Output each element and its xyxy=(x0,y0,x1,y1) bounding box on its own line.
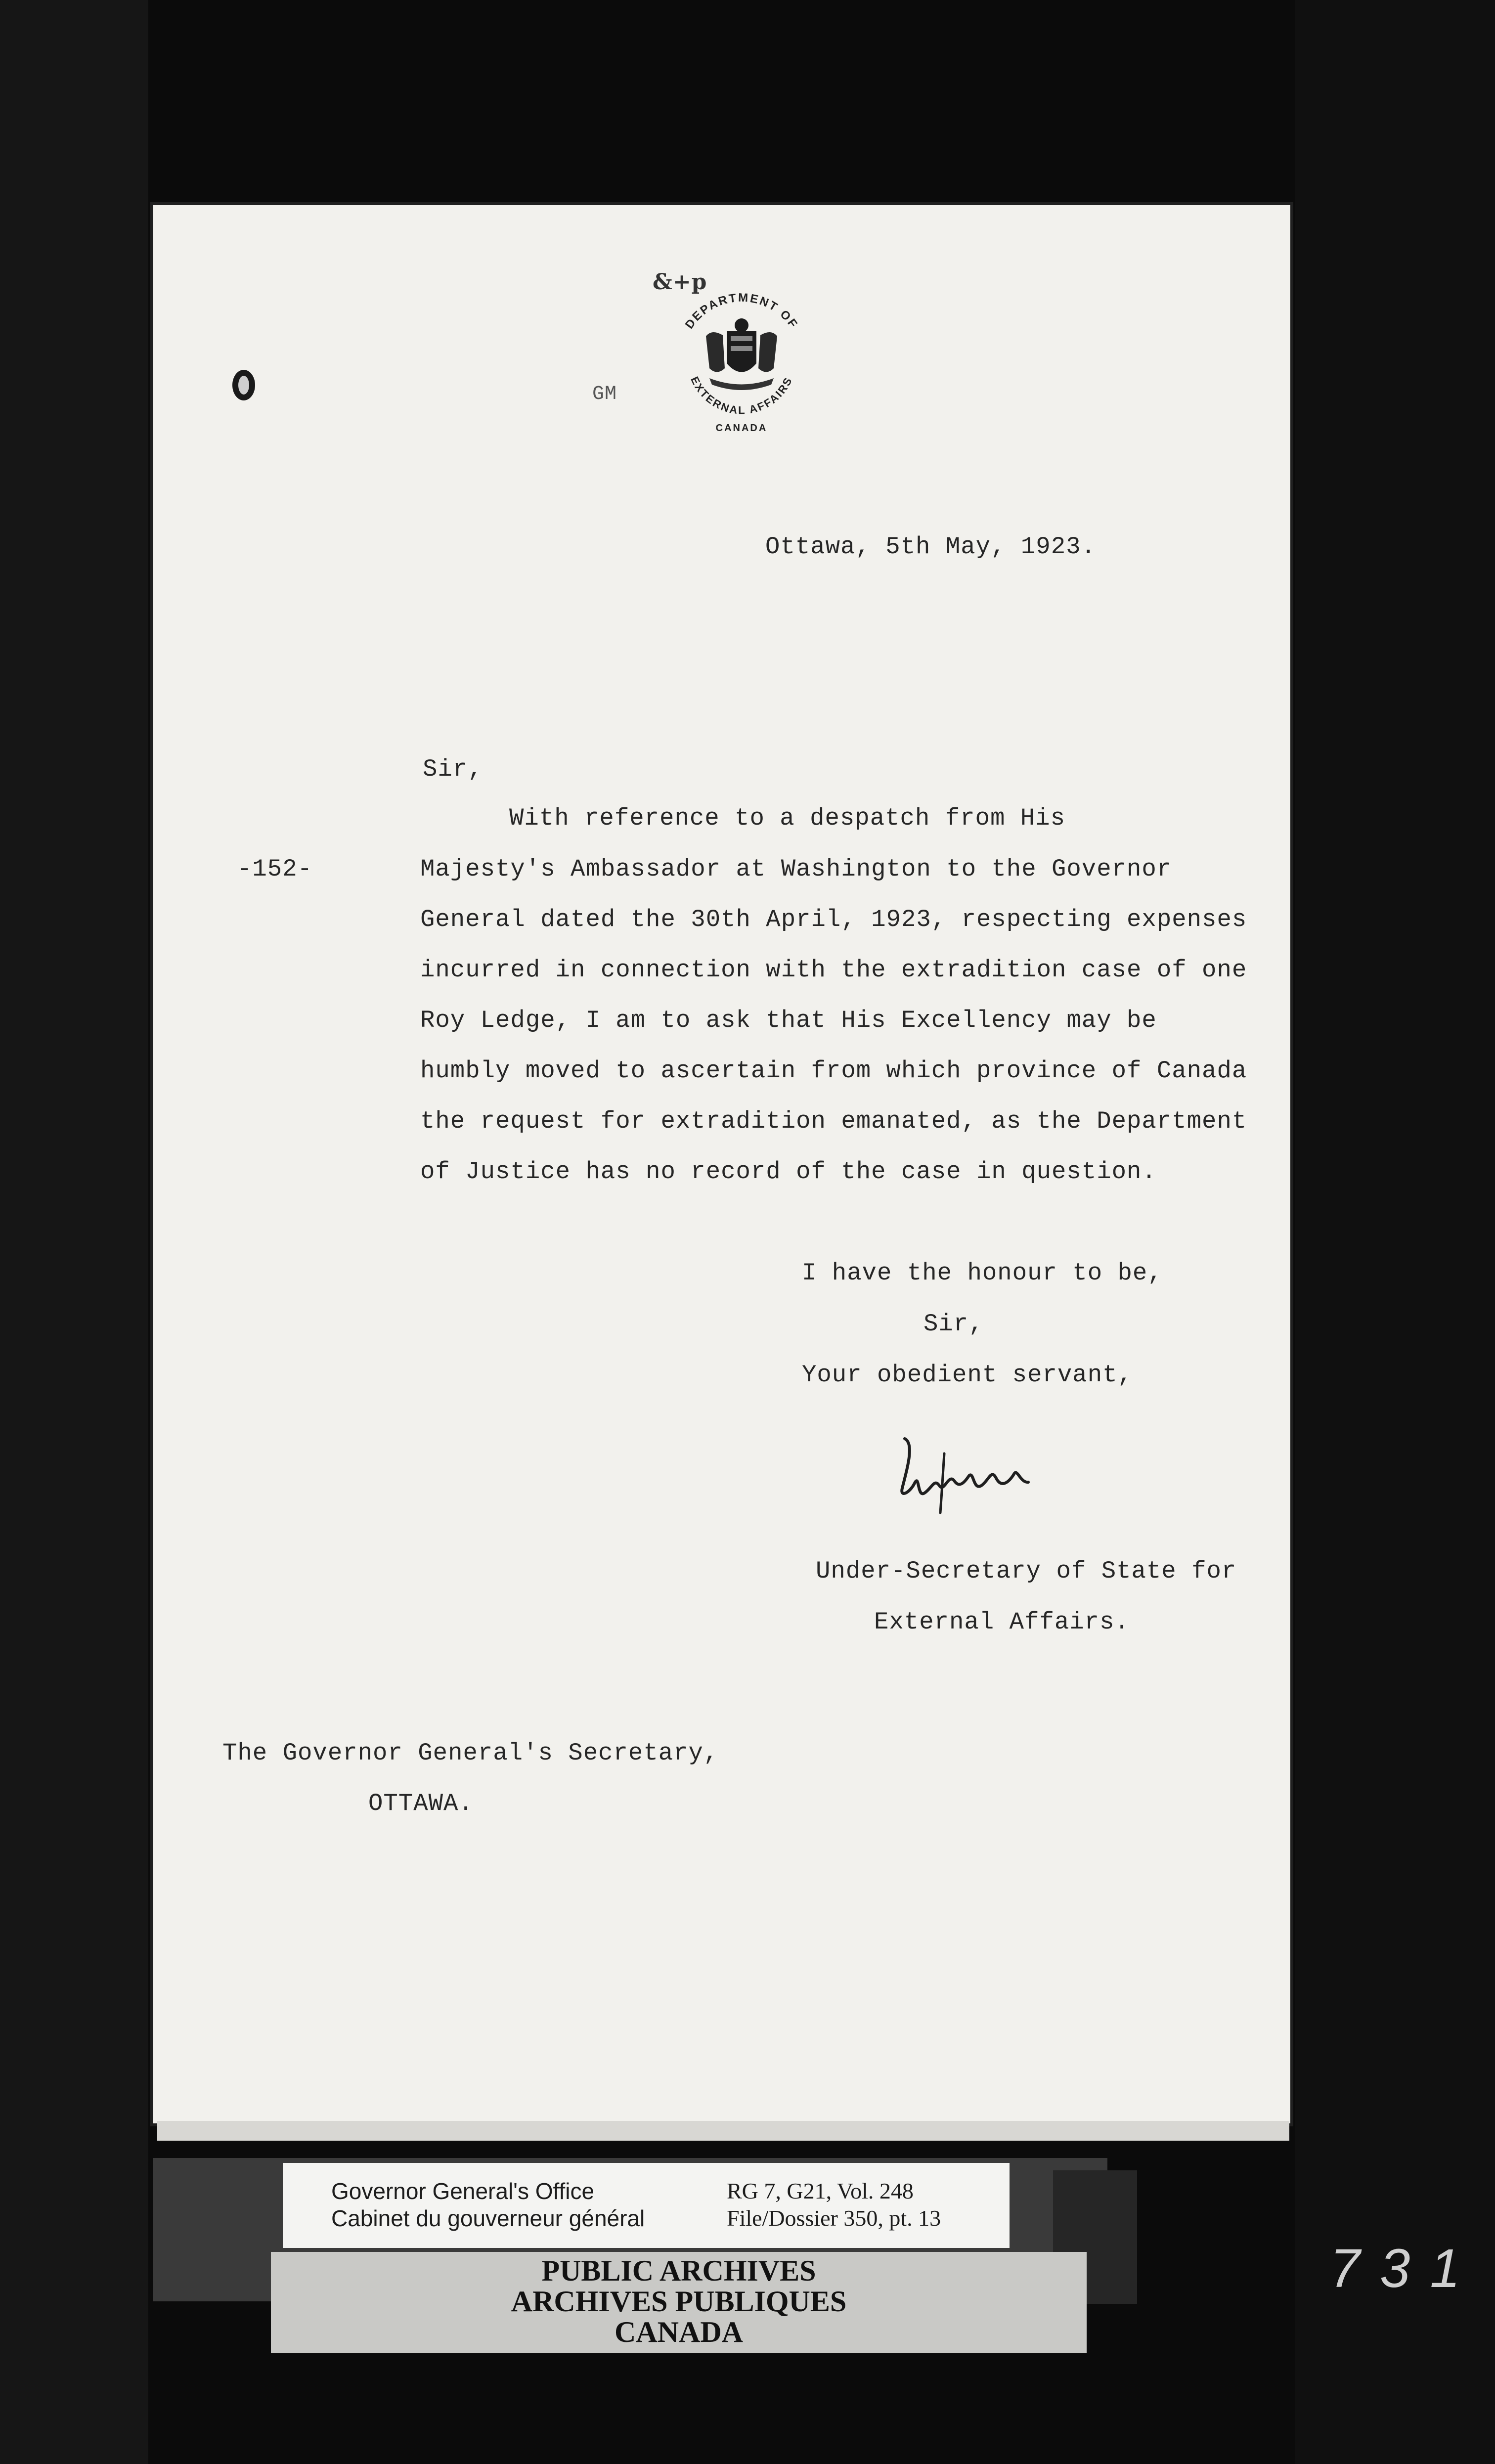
body-line: Roy Ledge, I am to ask that His Excellency may be xyxy=(420,1007,1157,1034)
archive-stamp-line: CANADA xyxy=(615,2316,743,2348)
body-line: Majesty's Ambassador at Washington to the Governor xyxy=(420,855,1172,883)
body-line: General dated the 30th April, 1923, respecting expenses xyxy=(420,906,1247,933)
film-left-edge xyxy=(0,0,148,2464)
body-line: humbly moved to ascertain from which province of Canada xyxy=(420,1057,1247,1085)
signature-title: Under-Secretary of State for xyxy=(816,1557,1237,1585)
handwritten-signature xyxy=(885,1424,1043,1533)
punch-hole xyxy=(232,370,255,400)
svg-text:EXTERNAL AFFAIRS xyxy=(688,375,794,417)
seal-country-text: CANADA xyxy=(715,423,768,434)
archive-ref-file: File/Dossier 350, pt. 13 xyxy=(727,2205,941,2231)
archive-office-en: Governor General's Office xyxy=(331,2178,595,2204)
letterhead-initials: GM xyxy=(592,383,617,405)
coat-of-arms-seal xyxy=(662,277,821,484)
closing-line: Sir, xyxy=(923,1310,984,1338)
body-line: With reference to a despatch from His xyxy=(509,804,1065,832)
seal-top-text: DEPARTMENT OF xyxy=(682,291,801,332)
body-line: of Justice has no record of the case in question. xyxy=(420,1158,1157,1186)
archive-office-fr: Cabinet du gouverneur général xyxy=(331,2205,645,2231)
addressee-city: OTTAWA. xyxy=(368,1790,474,1817)
signature-title: External Affairs. xyxy=(874,1608,1130,1636)
archive-stamp-line: PUBLIC ARCHIVES xyxy=(541,2254,816,2287)
archive-stamp-line: ARCHIVES PUBLIQUES xyxy=(511,2285,847,2318)
shield-icon xyxy=(706,318,777,390)
archive-ref-volume: RG 7, G21, Vol. 248 xyxy=(727,2178,914,2203)
film-right-edge xyxy=(1295,0,1495,2464)
addressee-line: The Governor General's Secretary, xyxy=(222,1739,719,1767)
microfilm-frame-number: 731 xyxy=(1330,2238,1480,2299)
seal-bottom-text: EXTERNAL AFFAIRS xyxy=(688,374,795,417)
body-line: incurred in connection with the extradition case of one xyxy=(420,956,1247,984)
under-page-edge xyxy=(157,2121,1289,2141)
margin-reference: -152- xyxy=(237,855,313,883)
closing-line: I have the honour to be, xyxy=(802,1259,1163,1287)
date-line: Ottawa, 5th May, 1923. xyxy=(765,533,1096,561)
handwritten-mark: &+p xyxy=(653,269,707,295)
body-line: the request for extradition emanated, as the Department xyxy=(420,1107,1247,1135)
salutation: Sir, xyxy=(423,755,483,783)
closing-line: Your obedient servant, xyxy=(802,1361,1133,1389)
